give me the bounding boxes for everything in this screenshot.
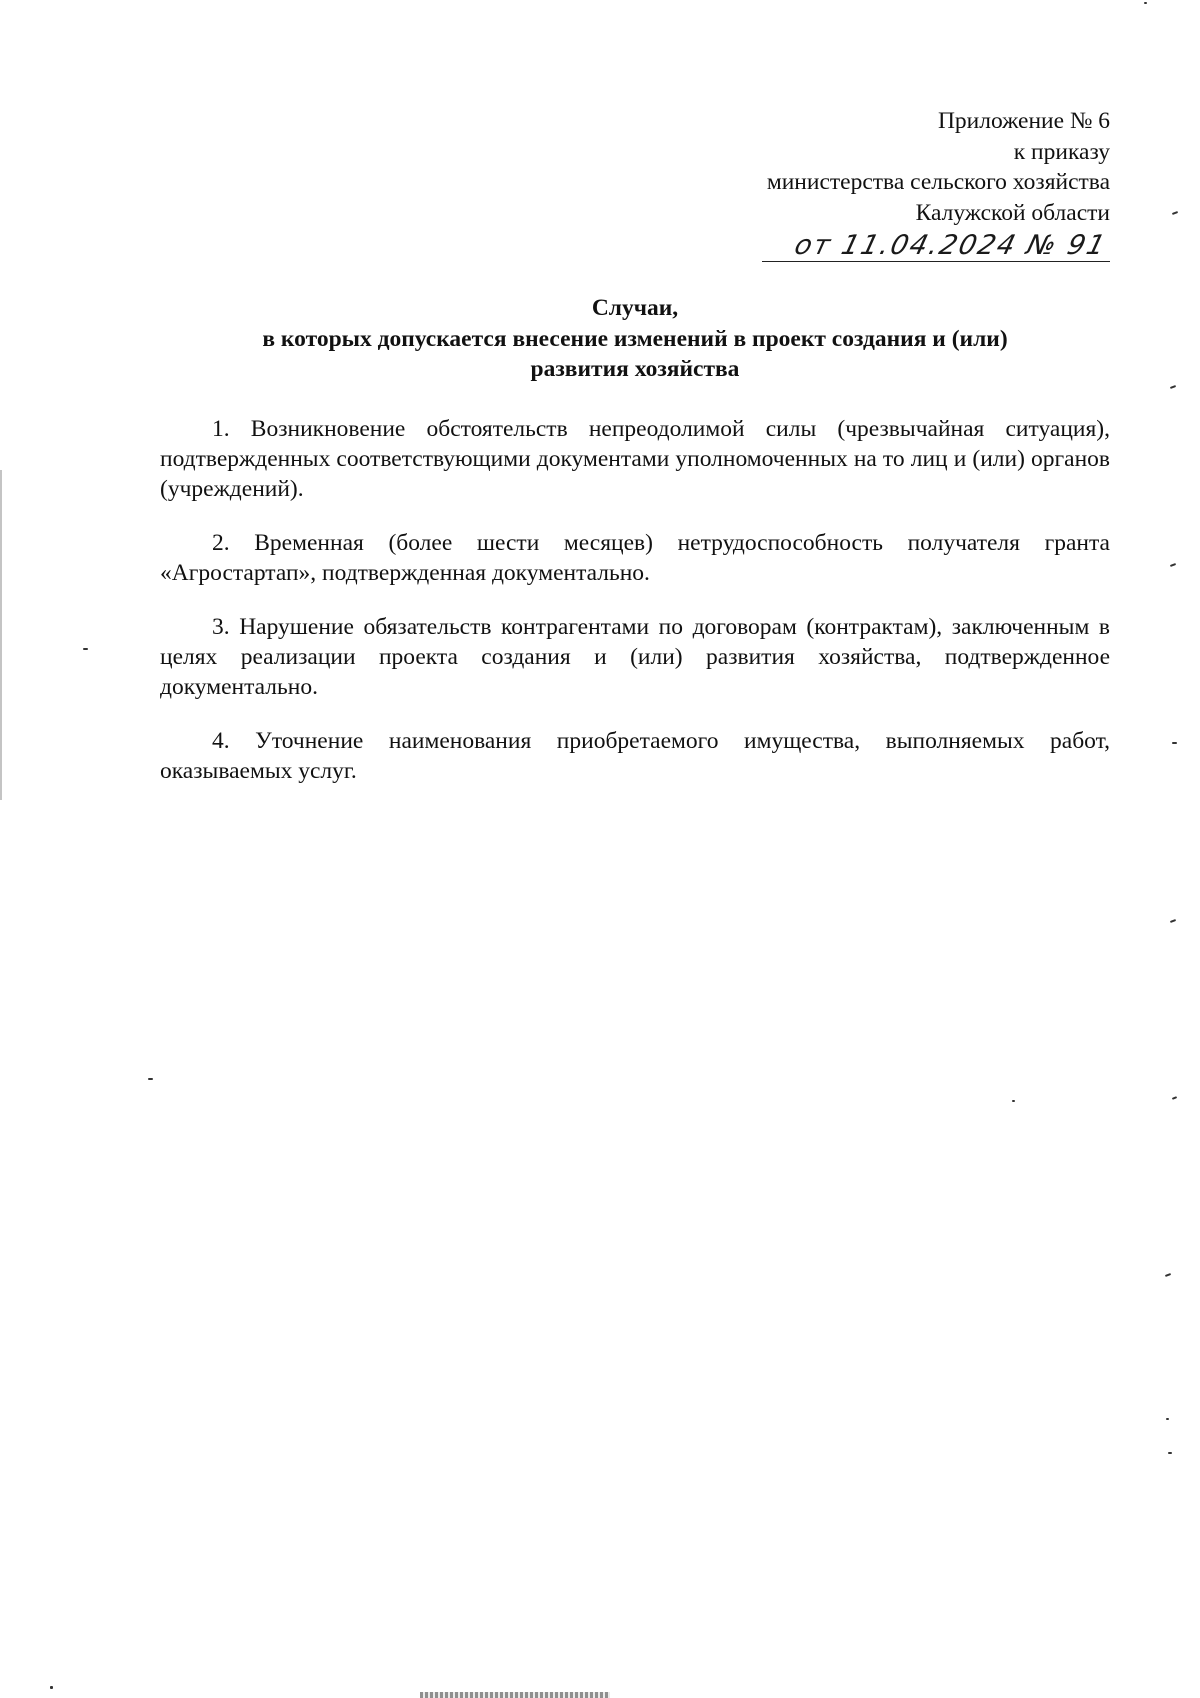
appendix-header <box>767 106 1110 266</box>
title-line-3: развития хозяйства <box>530 356 740 382</box>
scan-speck <box>1168 1452 1172 1454</box>
scan-edge-mark <box>0 470 2 800</box>
order-reference <box>767 230 1110 266</box>
scan-speck <box>83 648 88 650</box>
scan-smudge <box>420 1692 610 1698</box>
appendix-region: Калужской области <box>915 199 1110 226</box>
appendix-number: Приложение № 6 <box>937 108 1110 134</box>
scan-speck <box>148 1078 153 1080</box>
cases-list <box>160 414 1110 810</box>
scan-speck <box>1172 211 1178 215</box>
order-date-number-handwritten: от 11.04.2024 № 91 <box>791 230 1111 261</box>
scan-speck <box>1172 742 1177 744</box>
scan-speck <box>1012 1100 1015 1102</box>
title-line-2: в которых допускается внесение изменений в проект создания и (или) <box>262 325 1008 352</box>
order-underline <box>762 261 1110 262</box>
appendix-to-order: к приказу <box>1013 138 1110 165</box>
scan-speck <box>1144 2 1147 4</box>
scan-speck <box>1166 1418 1169 1420</box>
scan-speck <box>1165 1273 1171 1277</box>
scan-speck <box>1172 1096 1177 1100</box>
scan-speck <box>50 1686 53 1689</box>
case-item-4: 4. Уточнение наименования приобретаемого имущества, выполняемых работ, оказываемых услуг. <box>160 728 1110 784</box>
case-item-2: 2. Временная (более шести месяцев) нетрудоспособность получателя гранта «Агростартап», подтвержденная документально. <box>160 530 1110 586</box>
document-title <box>160 293 1110 385</box>
case-item-3: 3. Нарушение обязательств контрагентами по договорам (контрактам), заключенным в целях реализации проекта создания и (или) развития хозяйства, подтвержденное документально. <box>160 614 1110 700</box>
scan-speck <box>1170 385 1176 389</box>
case-item-1: 1. Возникновение обстоятельств непреодолимой силы (чрезвычайная ситуация), подтвержденных соответствующими документами уполномоченных на то лиц и (или) органов (учреждений). <box>160 416 1110 502</box>
appendix-ministry: министерства сельского хозяйства <box>766 169 1110 195</box>
scan-speck <box>1170 563 1176 567</box>
scan-speck <box>1170 919 1176 923</box>
title-line-1: Случаи, <box>591 295 679 321</box>
